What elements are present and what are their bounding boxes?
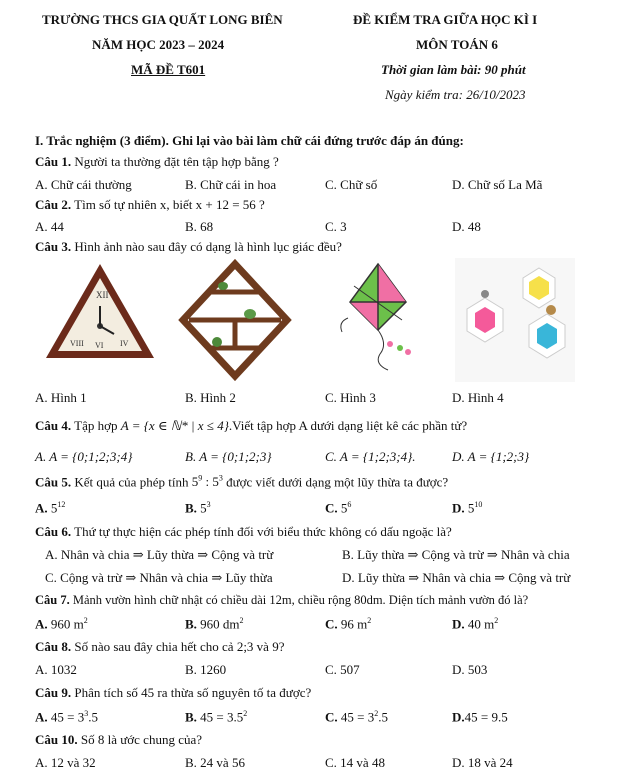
school-year: NĂM HỌC 2023 – 2024 <box>92 37 225 52</box>
q8-option-c: C. 507 <box>325 662 360 677</box>
q1-option-d: D. Chữ số La Mã <box>452 177 543 192</box>
question-5: Câu 5. Kết quả của phép tính $5^9$ : $5^3$ được viết dưới dạng một lũy thừa ta được? <box>35 474 449 490</box>
section-title: I. Trắc nghiệm (3 điểm). Ghi lại vào bài làm chữ cái đứng trước đáp án đúng: <box>35 133 464 148</box>
question-3: Câu 3. Hình ảnh nào sau đây có dạng là hình lục giác đều? <box>35 239 342 254</box>
q3-option-a: A. Hình 1 <box>35 390 87 405</box>
q4-option-a: A. A = {0;1;2;3;4} <box>35 449 133 464</box>
question-9: Câu 9. Phân tích số 45 ra thừa số nguyên tố ta được? <box>35 685 312 700</box>
q6-option-a: A. Nhân và chia ⇒ Lũy thừa ⇒ Cộng và trừ <box>45 547 274 562</box>
svg-text:VIII: VIII <box>70 339 84 348</box>
q5-option-a: A. $5^{12}$ <box>35 500 66 516</box>
q7-option-c: C. 96 $m^2$ <box>325 616 372 632</box>
q2-option-a: A. 44 <box>35 219 64 234</box>
q10-option-b: B. 24 và 56 <box>185 755 245 770</box>
svg-text:VI: VI <box>95 341 104 350</box>
q3-option-d: D. Hình 4 <box>452 390 504 405</box>
q9-option-c: C. $45 = 3^2.5$ <box>325 709 388 725</box>
svg-text:IV: IV <box>120 339 129 348</box>
q4-option-d: D. A = {1;2;3} <box>452 449 530 464</box>
q10-option-c: C. 14 và 48 <box>325 755 385 770</box>
question-1: Câu 1. Người ta thường đặt tên tập hợp bằng ? <box>35 154 279 169</box>
svg-text:XII: XII <box>96 290 109 300</box>
q5-option-d: D. $5^{10}$ <box>452 500 483 516</box>
q6-option-b: B. Lũy thừa ⇒ Cộng và trừ ⇒ Nhân và chia <box>342 547 570 562</box>
q6-option-c: C. Cộng và trừ ⇒ Nhân và chia ⇒ Lũy thừa <box>45 570 273 585</box>
q5-option-b: B. $5^3$ <box>185 500 211 516</box>
question-8: Câu 8. Số nào sau đây chia hết cho cả 2;3 và 9? <box>35 639 285 654</box>
q6-option-d: D. Lũy thừa ⇒ Nhân và chia ⇒ Cộng và trừ <box>342 570 571 585</box>
q5-expression: $5^9$ : $5^3$ <box>191 474 223 490</box>
question-4: Câu 4. Tập hợp A = {x ∈ ℕ* | x ≤ 4}.Viết tập hợp A dưới dạng liệt kê các phần tử? <box>35 418 468 433</box>
q9-option-d: D.45 = 9.5 <box>452 709 508 725</box>
q2-option-d: D. 48 <box>452 219 481 234</box>
question-10: Câu 10. Số 8 là ước chung của? <box>35 732 203 747</box>
exam-code: MÃ ĐỀ T601 <box>131 62 206 77</box>
q4-option-c: C. A = {1;2;3;4}. <box>325 449 416 464</box>
q3-option-c: C. Hình 3 <box>325 390 376 405</box>
subject-title: MÔN TOÁN 6 <box>416 37 498 52</box>
exam-title: ĐỀ KIỂM TRA GIỮA HỌC KÌ I <box>353 12 538 27</box>
q2-option-c: C. 3 <box>325 219 347 234</box>
q10-option-a: A. 12 và 32 <box>35 755 96 770</box>
figure-2-diamond-shelf <box>175 258 295 382</box>
figure-3-kite <box>318 258 438 382</box>
exam-date: Ngày kiểm tra: 26/10/2023 <box>385 87 526 102</box>
q9-option-a: A. $45 = 3^3.5$ <box>35 709 98 725</box>
q2-option-b: B. 68 <box>185 219 214 234</box>
q1-option-a: A. Chữ cái thường <box>35 177 132 192</box>
q8-option-a: A. 1032 <box>35 662 77 677</box>
exam-duration: Thời gian làm bài: 90 phút <box>381 62 526 77</box>
q7-option-a: A. 960 $m^2$ <box>35 616 88 632</box>
q9-option-b: B. $45 = 3.5^2$ <box>185 709 248 725</box>
figure-1-triangle-clock <box>40 258 160 382</box>
q8-option-b: B. 1260 <box>185 662 227 677</box>
q1-option-c: C. Chữ số <box>325 177 378 192</box>
question-7: Câu 7. Mảnh vườn hình chữ nhật có chiều dài 12m, chiều rộng 80dm. Diện tích mảnh vườn đó là? <box>35 593 529 607</box>
q8-option-d: D. 503 <box>452 662 488 677</box>
q5-option-c: C. $5^6$ <box>325 500 352 516</box>
q4-option-b: B. A = {0;1;2;3} <box>185 449 272 464</box>
figure-4-hexagon-shelves <box>455 258 575 382</box>
school-name: TRƯỜNG THCS GIA QUẤT LONG BIÊN <box>42 12 283 27</box>
q7-option-b: B. 960 $dm^2$ <box>185 616 244 632</box>
q4-set-definition: A = {x ∈ ℕ* | x ≤ 4} <box>120 418 229 433</box>
q7-option-d: D. 40 $m^2$ <box>452 616 499 632</box>
q10-option-d: D. 18 và 24 <box>452 755 513 770</box>
q3-option-b: B. Hình 2 <box>185 390 236 405</box>
question-6: Câu 6. Thứ tự thực hiện các phép tính đối với biểu thức không có dấu ngoặc là? <box>35 524 452 539</box>
q1-option-b: B. Chữ cái in hoa <box>185 177 277 192</box>
question-2: Câu 2. Tìm số tự nhiên x, biết x + 12 = 56 ? <box>35 197 265 212</box>
